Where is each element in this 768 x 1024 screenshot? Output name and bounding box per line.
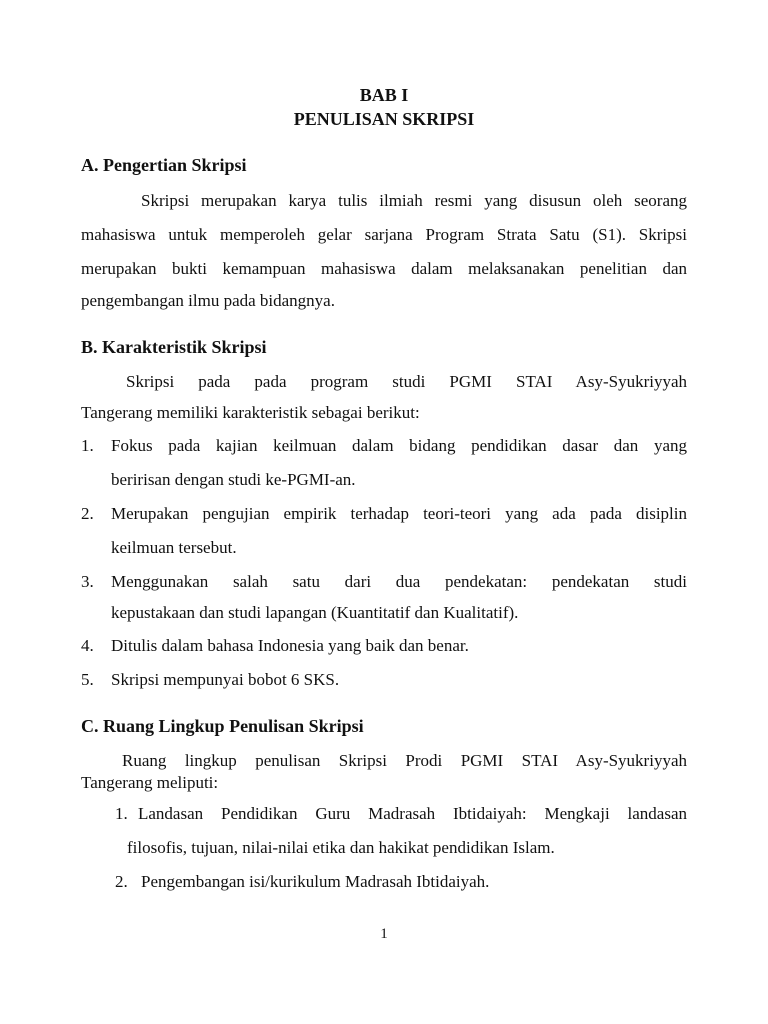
list-item-number: 5. (81, 670, 94, 689)
section-a-line: pengembangan ilmu pada bidangnya. (81, 291, 335, 310)
list-item-line: beririsan dengan studi ke-PGMI-an. (111, 470, 356, 489)
list-item-number: 2. (115, 872, 128, 891)
section-b-intro-line: Tangerang memiliki karakteristik sebagai berikut: (81, 403, 420, 422)
list-item-number: 3. (81, 572, 94, 591)
section-b-heading: B. Karakteristik Skripsi (81, 337, 267, 357)
page-number: 1 (380, 926, 388, 942)
section-b-intro-line: Skripsi pada pada program studi PGMI STAI Asy-Syukriyyah (126, 372, 687, 391)
section-c-heading: C. Ruang Lingkup Penulisan Skripsi (81, 716, 364, 736)
list-item-line: kepustakaan dan studi lapangan (Kuantitatif dan Kualitatif). (111, 603, 519, 622)
chapter-title: PENULISAN SKRIPSI (293, 109, 475, 129)
list-item-line: Pengembangan isi/kurikulum Madrasah Ibtidaiyah. (141, 872, 490, 891)
list-item-line: Skripsi mempunyai bobot 6 SKS. (111, 670, 340, 689)
section-a-heading: A. Pengertian Skripsi (81, 155, 247, 175)
list-item-line: Fokus pada kajian keilmuan dalam bidang pendidikan dasar dan yang (111, 436, 687, 455)
section-c-intro-line: Ruang lingkup penulisan Skripsi Prodi PGMI STAI Asy-Syukriyyah (122, 751, 687, 770)
section-a-line: merupakan bukti kemampuan mahasiswa dalam melaksanakan penelitian dan (81, 259, 687, 278)
list-item-line: Ditulis dalam bahasa Indonesia yang baik dan benar. (111, 636, 469, 655)
section-a-line: mahasiswa untuk memperoleh gelar sarjana Program Strata Satu (S1). Skripsi (81, 225, 687, 244)
list-item-number: 1. (115, 804, 128, 823)
list-item-line: keilmuan tersebut. (111, 538, 237, 557)
list-item-line: Menggunakan salah satu dari dua pendekatan: pendekatan studi (111, 572, 687, 591)
list-item-number: 1. (81, 436, 94, 455)
list-item-line: filosofis, tujuan, nilai-nilai etika dan hakikat pendidikan Islam. (127, 838, 555, 857)
section-c-intro-line: Tangerang meliputi: (81, 773, 219, 792)
section-a-line: Skripsi merupakan karya tulis ilmiah resmi yang disusun oleh seorang (141, 191, 687, 210)
list-item-number: 2. (81, 504, 94, 523)
list-item-number: 4. (81, 636, 94, 655)
chapter-label: BAB I (359, 85, 409, 105)
list-item-line: Merupakan pengujian empirik terhadap teori-teori yang ada pada disiplin (111, 504, 687, 523)
list-item-line: Landasan Pendidikan Guru Madrasah Ibtidaiyah: Mengkaji landasan (138, 804, 687, 823)
